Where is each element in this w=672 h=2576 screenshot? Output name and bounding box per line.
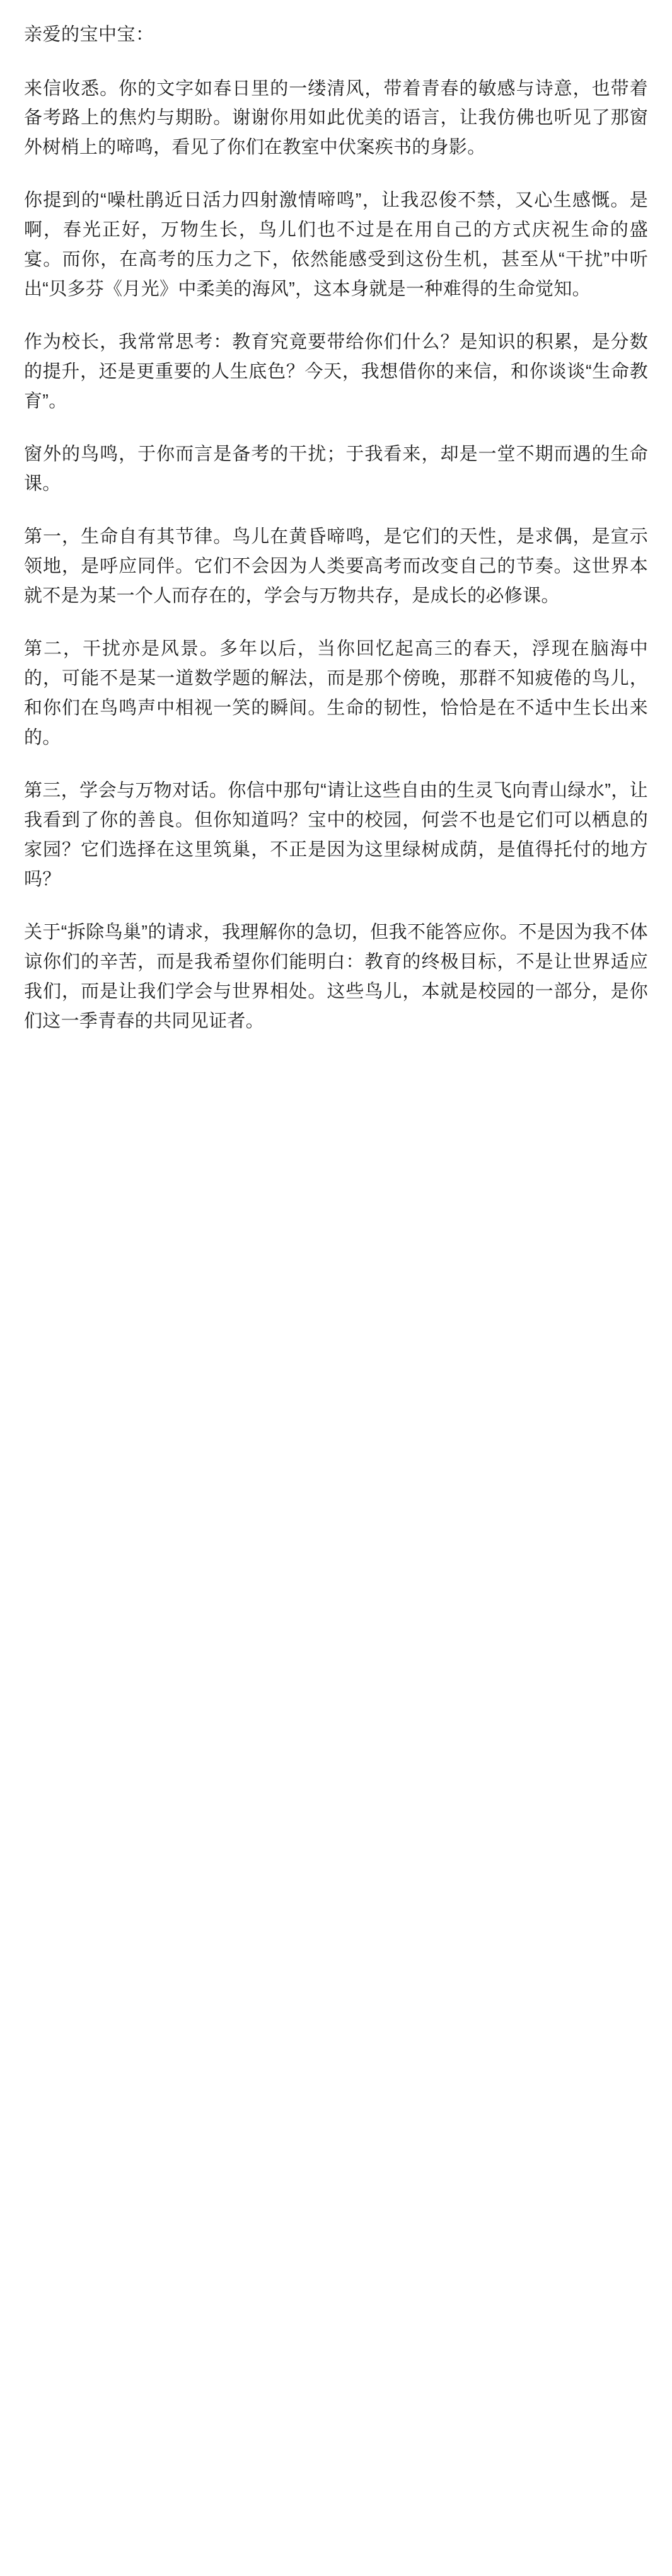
letter-paragraph: 关于“拆除鸟巢”的请求，我理解你的急切，但我不能答应你。不是因为我不体谅你们的辛苦，而是我希望你们能明白：教育的终极目标，不是让世界适应我们，而是让我们学会与世界相处。这些鸟儿，本就是校园的一部分，是你们这一季青春的共同见证者。 [24,922,648,1031]
letter-paragraph: 第三，学会与万物对话。你信中那句“请让这些自由的生灵飞向青山绿水”，让我看到了你的善良。但你知道吗？宝中的校园，何尝不也是它们可以栖息的家园？它们选择在这里筑巢，不正是因为这里绿树成荫，是值得托付的地方吗？ [24,780,648,890]
letter-paragraph: 你提到的“噪杜鹃近日活力四射激情啼鸣”，让我忍俊不禁，又心生感慨。是啊，春光正好，万物生长，鸟儿们也不过是在用自己的方式庆祝生命的盛宴。而你，在高考的压力之下，依然能感受到这份生机，甚至从“干扰”中听出“贝多芬《月光》中柔美的海风”，这本身就是一种难得的生命觉知。 [24,190,648,300]
document-page [0,0,672,1062]
letter-paragraph: 作为校长，我常常思考：教育究竟要带给你们什么？是知识的积累，是分数的提升，还是更重要的人生底色？今天，我想借你的来信，和你谈谈“生命教育”。 [24,332,648,412]
letter-salutation: 亲爱的宝中宝： [24,25,154,45]
letter-paragraph: 来信收悉。你的文字如春日里的一缕清风，带着青春的敏感与诗意，也带着备考路上的焦灼与期盼。谢谢你用如此优美的语言，让我仿佛也听见了那窗外树梢上的啼鸣，看见了你们在教室中伏案疾书的身影。 [24,78,648,158]
letter-paragraph: 窗外的鸟鸣，于你而言是备考的干扰；于我看来，却是一堂不期而遇的生命课。 [24,444,648,495]
letter-body [24,21,648,1036]
letter-paragraph: 第一，生命自有其节律。鸟儿在黄昏啼鸣，是它们的天性，是求偶，是宣示领地，是呼应同伴。它们不会因为人类要高考而改变自己的节奏。这世界本就不是为某一个人而存在的，学会与万物共存，是成长的必修课。 [24,527,648,607]
letter-paragraph: 第二，干扰亦是风景。多年以后，当你回忆起高三的春天，浮现在脑海中的，可能不是某一道数学题的解法，而是那个傍晚，那群不知疲倦的鸟儿，和你们在鸟鸣声中相视一笑的瞬间。生命的韧性，恰恰是在不适中生长出来的。 [24,639,648,748]
